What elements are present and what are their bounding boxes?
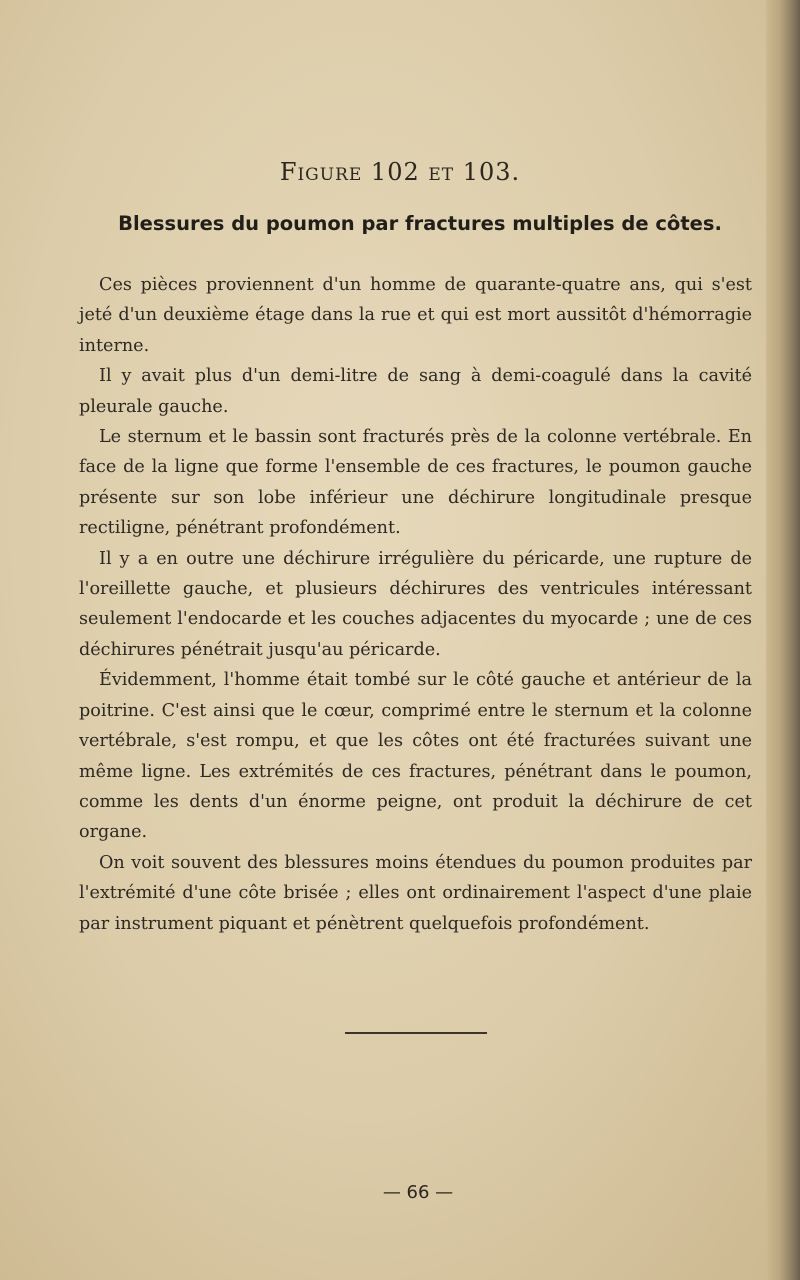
page-binding-edge bbox=[766, 0, 800, 1280]
paragraph: Ces pièces proviennent d'un homme de quarante-quatre ans, qui s'est jeté d'un deuxième étage dans la rue et qui est mort aussitôt d'hémorragie interne. bbox=[79, 275, 752, 356]
section-title: Blessures du poumon par fractures multiples de côtes. bbox=[118, 212, 722, 235]
paragraph: Évidemment, l'homme était tombé sur le côté gauche et antérieur de la poitrine. C'est ainsi que le cœur, comprimé entre le sternum et la colonne vertébrale, s'est rompu, et que les côtes ont été fracturées suivant une même ligne. Les extrémités de ces fractures, pénétrant dans le poumon, comme les dents d'un énorme peigne, ont produit la déchirure de cet organe. bbox=[79, 670, 752, 843]
section-divider bbox=[345, 1032, 487, 1034]
paragraph: Il y avait plus d'un demi-litre de sang à demi-coagulé dans la cavité pleurale gauche. bbox=[79, 366, 752, 417]
paragraph: Le sternum et le bassin sont fracturés près de la colonne vertébrale. En face de la ligne que forme l'ensemble de ces fractures, le poumon gauche présente sur son lobe inférieur une déchirure longitudinale presque rectiligne, pénétrant profondément. bbox=[79, 427, 752, 539]
paragraph: Il y a en outre une déchirure irrégulière du péricarde, une rupture de l'oreillette gauche, et plusieurs déchirures des ventricules intéressant seulement l'endocarde et les couches adjacentes du myocarde ; une de ces déchirures pénétrait jusqu'au péricarde. bbox=[79, 548, 752, 660]
paragraph: On voit souvent des blessures moins étendues du poumon produites par l'extrémité d'une côte brisée ; elles ont ordinairement l'aspect d'une plaie par instrument piquant et pénètrent quelquefois profondément. bbox=[79, 852, 752, 934]
page-number: — 66 — bbox=[382, 1182, 454, 1203]
body-text bbox=[79, 270, 752, 939]
figure-heading: Figure 102 et 103. bbox=[279, 158, 521, 186]
